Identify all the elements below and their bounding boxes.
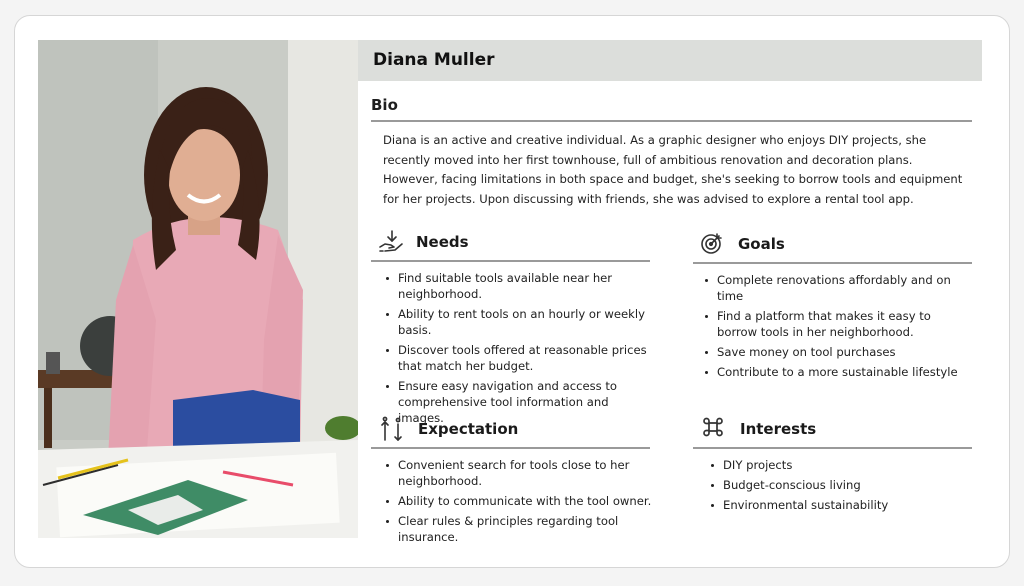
list-item: Find a platform that makes it easy to borrow tools in her neighborhood. xyxy=(705,308,965,340)
list-item: Ability to rent tools on an hourly or weekly basis. xyxy=(386,306,656,338)
interests-divider xyxy=(693,447,972,449)
list-item: Budget-conscious living xyxy=(711,477,971,493)
list-item: Ability to communicate with the tool owner. xyxy=(386,493,658,509)
needs-divider xyxy=(371,260,650,262)
goals-list xyxy=(705,272,965,384)
expectation-divider xyxy=(371,447,650,449)
list-item: Contribute to a more sustainable lifestyle xyxy=(705,364,965,380)
expectation-heading: Expectation xyxy=(418,420,519,438)
needs-heading: Needs xyxy=(416,233,469,251)
expectation-list xyxy=(386,457,658,549)
list-item: Discover tools offered at reasonable prices that match her budget. xyxy=(386,342,656,374)
bio-heading: Bio xyxy=(371,96,398,114)
path-icon xyxy=(380,416,406,442)
list-item: DIY projects xyxy=(711,457,971,473)
needs-list xyxy=(386,270,656,430)
persona-name: Diana Muller xyxy=(373,50,495,70)
list-item: Clear rules & principles regarding tool insurance. xyxy=(386,513,658,545)
hand-with-arrow-icon xyxy=(378,229,404,255)
goals-heading: Goals xyxy=(738,235,785,253)
target-icon xyxy=(700,231,726,257)
interests-heading: Interests xyxy=(740,420,817,438)
name-bar xyxy=(358,40,982,81)
command-icon xyxy=(702,416,728,442)
list-item: Complete renovations affordably and on time xyxy=(705,272,965,304)
list-item: Find suitable tools available near her neighborhood. xyxy=(386,270,656,302)
list-item: Convenient search for tools close to her neighborhood. xyxy=(386,457,658,489)
list-item: Ensure easy navigation and access to comprehensive tool information and images. xyxy=(386,378,656,426)
bio-text: Diana is an active and creative individual. As a graphic designer who enjoys DIY projects, she recently moved into her first townhouse, full of ambitious renovation and decoration plans. However, facing limitations in both space and budget, she's seeking to borrow tools and equipment for her projects. Upon discussing with friends, she was advised to explore a rental tool app. xyxy=(383,133,963,206)
persona-photo-illustration xyxy=(38,40,358,538)
list-item: Save money on tool purchases xyxy=(705,344,965,360)
persona-photo xyxy=(38,40,358,538)
bio-divider xyxy=(371,120,972,122)
interests-list xyxy=(711,457,971,517)
goals-divider xyxy=(693,262,972,264)
list-item: Environmental sustainability xyxy=(711,497,971,513)
